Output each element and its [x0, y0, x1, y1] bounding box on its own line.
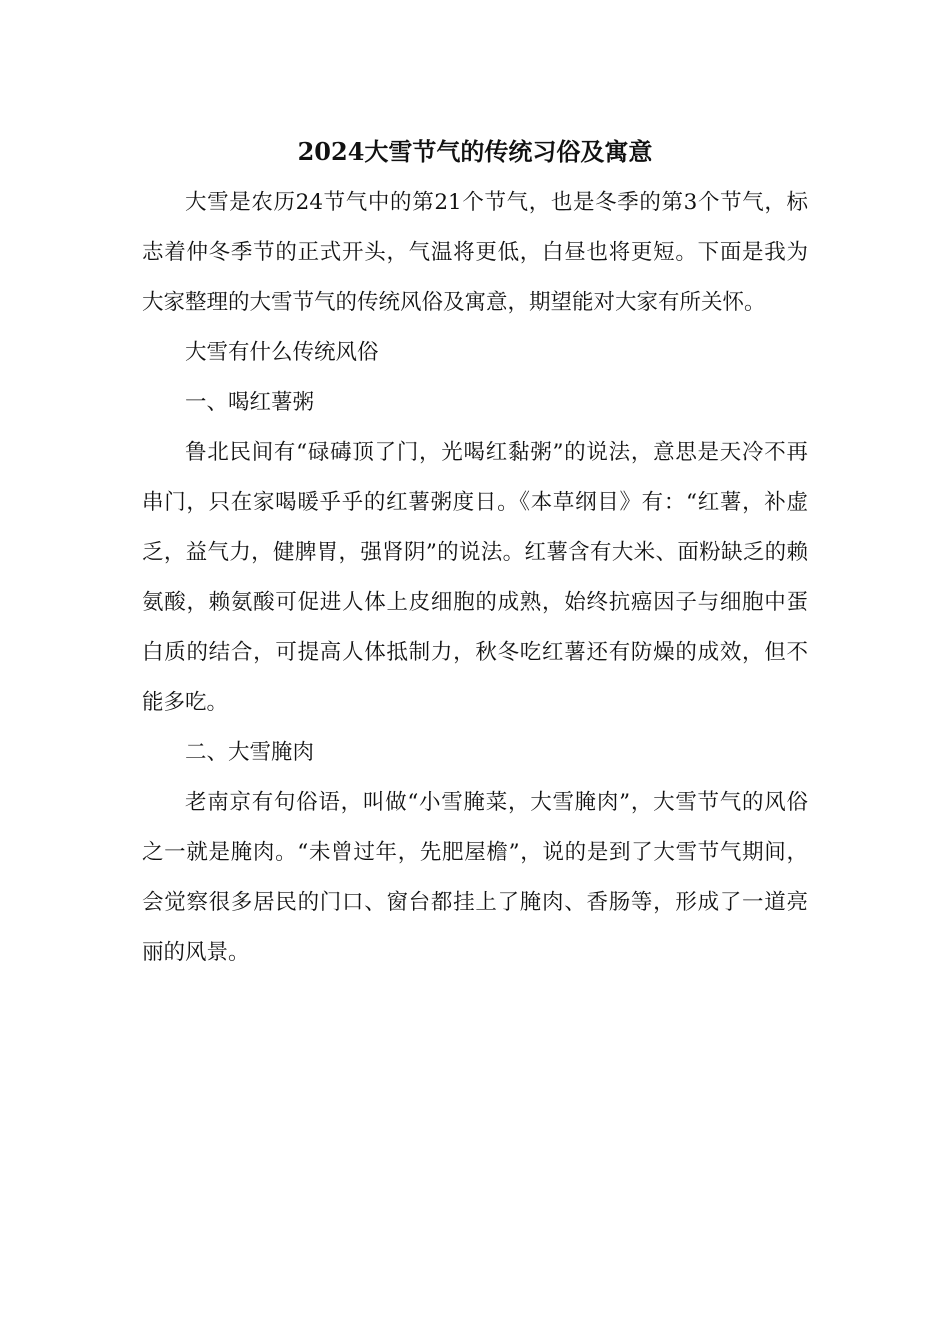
item1-heading: 一、喝红薯粥	[185, 390, 315, 415]
item1-body-paragraph: 鲁北民间有“碌碡顶了门，光喝红黏粥”的说法，意思是天冷不再串门，只在家喝暖乎乎的红薯粥度日。《本草纲目》有：“红薯，补虚乏，益气力，健脾胃，强肾阴”的说法。红薯含有大米、面粉缺乏的赖氨酸，赖氨酸可促进人体上皮细胞的成熟，始终抗癌因子与细胞中蛋白质的结合，可提高人体抵制力，秋冬吃红薯还有防燥的成效，但不能多吃。	[142, 440, 808, 715]
intro-paragraph: 大雪是农历24节气中的第21个节气，也是冬季的第3个节气，标志着仲冬季节的正式开头，气温将更低，白昼也将更短。下面是我为大家整理的大雪节气的传统风俗及寓意，期望能对大家有所关怀。	[142, 190, 808, 315]
document-page	[142, 128, 808, 978]
item2-body-paragraph: 老南京有句俗语，叫做“小雪腌菜，大雪腌肉”，大雪节气的风俗之一就是腌肉。“未曾过年，先肥屋檐”，说的是到了大雪节气期间，会觉察很多居民的门口、窗台都挂上了腌肉、香肠等，形成了一道亮丽的风景。	[142, 790, 808, 965]
item2-heading: 二、大雪腌肉	[185, 740, 315, 765]
section-heading: 大雪有什么传统风俗	[185, 340, 379, 365]
document-title: 2024大雪节气的传统习俗及寓意	[297, 137, 653, 166]
